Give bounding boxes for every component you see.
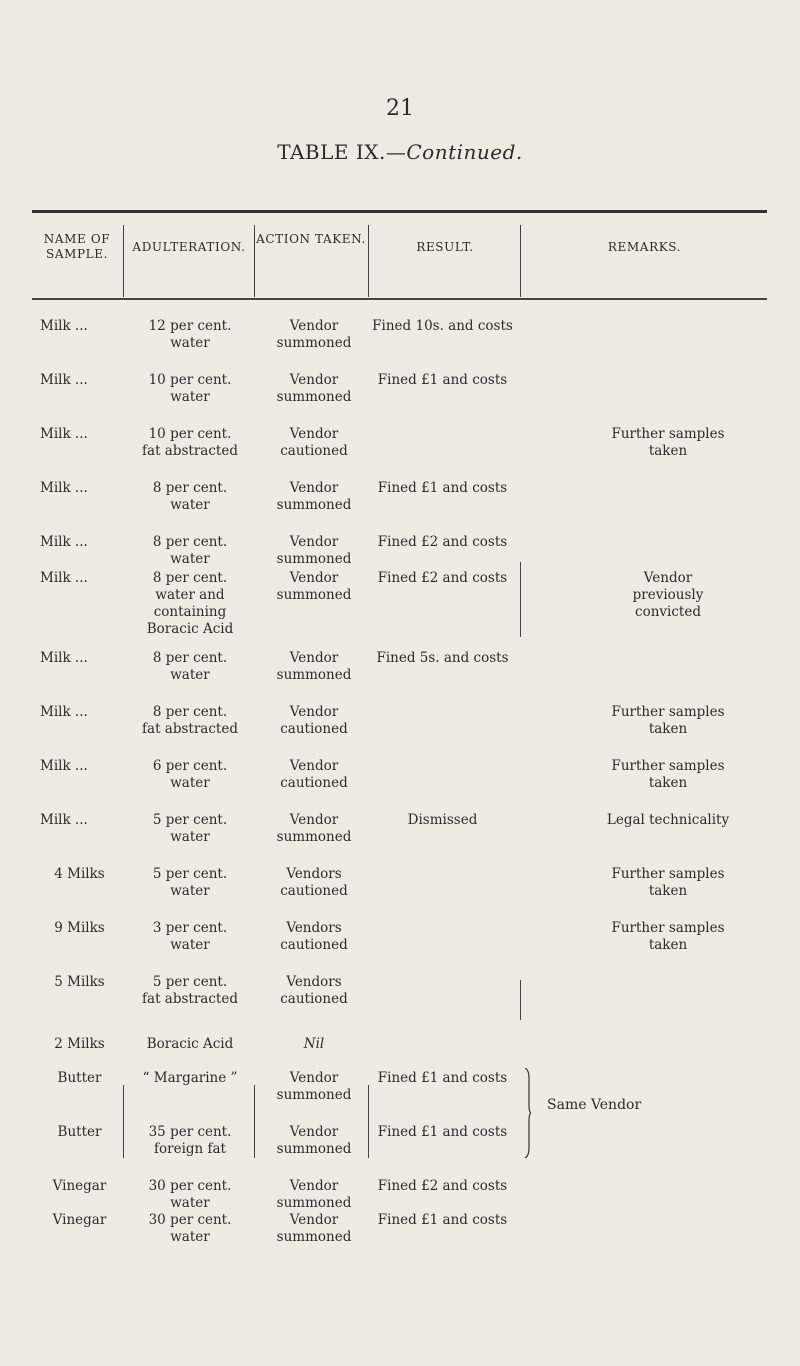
cell-adulteration	[130, 480, 250, 514]
cell-sample-name: 4 Milks	[54, 866, 105, 882]
header-remarks: REMARKS.	[607, 240, 682, 254]
cell-remarks-line: Further samples	[611, 426, 725, 442]
table-title-main: TABLE IX.—	[277, 140, 407, 164]
cell-adulteration	[130, 704, 250, 738]
cell-sample-name: Butter	[57, 1070, 102, 1086]
cell-action-taken-line: Vendor	[289, 570, 339, 586]
cell-adulteration	[130, 570, 250, 638]
cell-adulteration-line: 30 per cent.	[148, 1178, 232, 1194]
cell-adulteration	[130, 534, 250, 568]
cell-action-taken-line: Vendors	[286, 974, 342, 990]
cell-adulteration-line: “ Margarine ”	[142, 1070, 238, 1086]
cell-result-line: Fined £1 and costs	[377, 372, 508, 388]
cell-action-taken-line: Vendor	[289, 1070, 339, 1086]
cell-adulteration-line: fat abstracted	[142, 443, 238, 459]
cell-result-line: Fined £1 and costs	[377, 480, 508, 496]
header-result: RESULT.	[416, 240, 474, 254]
cell-result	[355, 534, 530, 551]
cell-remarks-line: taken	[648, 721, 688, 737]
cell-sample-name: Milk ...	[40, 812, 88, 828]
cell-action-taken-line: Vendor	[289, 1178, 339, 1194]
cell-adulteration	[130, 758, 250, 792]
cell-action-taken-line: summoned	[276, 1229, 352, 1245]
cell-sample-name: Milk ...	[40, 372, 88, 388]
cell-result-line: Fined £1 and costs	[377, 1212, 508, 1228]
cell-result-line: Fined £2 and costs	[377, 534, 508, 550]
cell-adulteration-line: water	[170, 937, 210, 953]
cell-adulteration-line: water	[170, 667, 210, 683]
cell-remarks	[568, 812, 768, 829]
cell-action-taken-line: Vendor	[289, 650, 339, 666]
cell-action-taken-line: Nil	[303, 1036, 325, 1052]
cell-adulteration-line: 35 per cent.	[148, 1124, 232, 1140]
cell-result-line: Fined £2 and costs	[377, 1178, 508, 1194]
cell-adulteration	[130, 812, 250, 846]
cell-remarks	[568, 570, 768, 621]
cell-adulteration-line: water	[170, 1229, 210, 1245]
cell-action-taken-line: cautioned	[280, 937, 348, 953]
cell-action-taken-line: summoned	[276, 829, 352, 845]
cell-sample-name: Butter	[57, 1124, 102, 1140]
cell-adulteration-line: foreign fat	[154, 1141, 226, 1157]
cell-sample-name: Milk ...	[40, 570, 88, 586]
column-divider	[254, 1085, 255, 1158]
cell-action-taken-line: Vendor	[289, 318, 339, 334]
cell-adulteration-line: 6 per cent.	[152, 758, 228, 774]
cell-adulteration-line: water	[170, 883, 210, 899]
cell-action-taken	[258, 1212, 370, 1246]
cell-adulteration-line: water	[170, 775, 210, 791]
cell-remarks-line: Further samples	[611, 758, 725, 774]
cell-sample-name: Vinegar	[52, 1178, 107, 1194]
header-bottom-rule	[32, 298, 767, 300]
cell-action-taken-line: Vendor	[289, 758, 339, 774]
cell-remarks-line: Further samples	[611, 920, 725, 936]
cell-adulteration	[130, 318, 250, 352]
cell-action-taken-line: Vendor	[289, 704, 339, 720]
cell-action-taken-line: cautioned	[280, 443, 348, 459]
header-action-taken: ACTION TAKEN.	[256, 232, 366, 246]
cell-action-taken	[258, 866, 370, 900]
cell-sample-name: 5 Milks	[54, 974, 105, 990]
cell-adulteration-line: 8 per cent.	[152, 650, 228, 666]
cell-sample-name: Milk ...	[40, 758, 88, 774]
column-divider	[520, 225, 521, 297]
cell-action-taken	[258, 812, 370, 846]
cell-action-taken-line: Vendors	[286, 920, 342, 936]
cell-result	[355, 1178, 530, 1195]
cell-action-taken-line: Vendor	[289, 426, 339, 442]
cell-remarks-line: taken	[648, 883, 688, 899]
cell-remarks	[568, 920, 768, 954]
group-brace	[523, 1068, 531, 1158]
cell-adulteration	[130, 1212, 250, 1246]
cell-adulteration-line: containing	[153, 604, 227, 620]
cell-adulteration-line: 30 per cent.	[148, 1212, 232, 1228]
cell-result	[355, 650, 530, 667]
group-remark-same-vendor: Same Vendor	[547, 1097, 642, 1113]
column-divider	[520, 980, 521, 1020]
cell-action-taken	[258, 704, 370, 738]
cell-remarks-line: convicted	[635, 604, 701, 620]
header-adulteration: ADULTERATION.	[132, 240, 246, 254]
cell-adulteration-line: water	[170, 829, 210, 845]
cell-adulteration	[130, 1036, 250, 1053]
cell-adulteration-line: 10 per cent.	[148, 426, 232, 442]
cell-action-taken-line: Vendors	[286, 866, 342, 882]
cell-action-taken-line: Vendor	[289, 812, 339, 828]
cell-action-taken-line: Vendor	[289, 1212, 339, 1228]
cell-action-taken-line: summoned	[276, 389, 352, 405]
cell-result-line: Fined £1 and costs	[377, 1070, 508, 1086]
cell-adulteration-line: 5 per cent.	[152, 974, 228, 990]
cell-action-taken	[258, 426, 370, 460]
cell-action-taken-line: summoned	[276, 1195, 352, 1211]
cell-adulteration	[130, 1178, 250, 1212]
cell-remarks-line: Further samples	[611, 866, 725, 882]
cell-result	[355, 812, 530, 829]
cell-sample-name: Milk ...	[40, 480, 88, 496]
cell-adulteration-line: 5 per cent.	[152, 866, 228, 882]
cell-sample-name: Milk ...	[40, 534, 88, 550]
cell-action-taken-line: summoned	[276, 587, 352, 603]
page-number: 21	[386, 96, 414, 121]
cell-adulteration-line: water	[170, 497, 210, 513]
table-top-rule	[32, 210, 767, 213]
cell-action-taken	[258, 920, 370, 954]
cell-remarks	[568, 866, 768, 900]
cell-adulteration-line: 8 per cent.	[152, 534, 228, 550]
cell-action-taken-line: cautioned	[280, 775, 348, 791]
cell-action-taken	[258, 534, 370, 568]
cell-adulteration-line: water	[170, 389, 210, 405]
cell-adulteration-line: water	[170, 335, 210, 351]
cell-remarks-line: Further samples	[611, 704, 725, 720]
cell-result-line: Fined £1 and costs	[377, 1124, 508, 1140]
cell-action-taken-line: Vendor	[289, 534, 339, 550]
cell-remarks	[568, 704, 768, 738]
cell-adulteration-line: water	[170, 1195, 210, 1211]
cell-action-taken	[258, 570, 370, 604]
cell-remarks-line: Vendor	[643, 570, 693, 586]
cell-remarks-line: taken	[648, 775, 688, 791]
cell-adulteration-line: 8 per cent.	[152, 570, 228, 586]
cell-remarks-line: taken	[648, 937, 688, 953]
cell-result	[355, 570, 530, 587]
cell-sample-name: Vinegar	[52, 1212, 107, 1228]
cell-action-taken	[258, 318, 370, 352]
cell-action-taken-line: Vendor	[289, 480, 339, 496]
table-title-continued: Continued.	[406, 140, 523, 164]
column-divider	[368, 225, 369, 297]
cell-adulteration-line: 10 per cent.	[148, 372, 232, 388]
cell-action-taken-line: summoned	[276, 667, 352, 683]
cell-adulteration	[130, 426, 250, 460]
cell-action-taken-line: summoned	[276, 497, 352, 513]
cell-result-line: Dismissed	[407, 812, 478, 828]
cell-remarks-line: previously	[632, 587, 704, 603]
cell-adulteration	[130, 650, 250, 684]
cell-result	[355, 480, 530, 497]
cell-action-taken-line: Vendor	[289, 1124, 339, 1140]
cell-adulteration-line: fat abstracted	[142, 721, 238, 737]
cell-remarks	[568, 426, 768, 460]
cell-adulteration	[130, 974, 250, 1008]
cell-action-taken-line: cautioned	[280, 883, 348, 899]
cell-action-taken-line: summoned	[276, 1141, 352, 1157]
cell-sample-name: Milk ...	[40, 650, 88, 666]
cell-action-taken	[258, 1036, 370, 1053]
cell-adulteration-line: 8 per cent.	[152, 704, 228, 720]
cell-result-line: Fined £2 and costs	[377, 570, 508, 586]
column-divider	[123, 1085, 124, 1158]
cell-sample-name: 9 Milks	[54, 920, 105, 936]
cell-sample-name: Milk ...	[40, 704, 88, 720]
cell-action-taken-line: cautioned	[280, 721, 348, 737]
cell-sample-name: Milk ...	[40, 318, 88, 334]
column-divider	[123, 225, 124, 297]
cell-action-taken	[258, 1070, 370, 1104]
cell-result	[355, 1124, 530, 1141]
cell-remarks-line: Legal technicality	[606, 812, 730, 828]
cell-action-taken	[258, 974, 370, 1008]
header-name-of-sample: NAME OF SAMPLE.	[43, 232, 111, 261]
cell-adulteration-line: water	[170, 551, 210, 567]
cell-action-taken-line: Vendor	[289, 372, 339, 388]
cell-adulteration-line: 12 per cent.	[148, 318, 232, 334]
cell-result	[355, 372, 530, 389]
cell-adulteration	[130, 1070, 250, 1087]
cell-sample-name: 2 Milks	[54, 1036, 105, 1052]
cell-adulteration-line: Boracic Acid	[146, 621, 234, 637]
cell-action-taken	[258, 1124, 370, 1158]
cell-action-taken-line: summoned	[276, 335, 352, 351]
cell-action-taken	[258, 372, 370, 406]
cell-action-taken	[258, 480, 370, 514]
table-title	[0, 140, 800, 164]
cell-adulteration	[130, 372, 250, 406]
cell-action-taken-line: summoned	[276, 551, 352, 567]
cell-result	[355, 318, 530, 335]
cell-result	[355, 1212, 530, 1229]
cell-remarks	[568, 758, 768, 792]
cell-adulteration-line: 5 per cent.	[152, 812, 228, 828]
cell-remarks-line: taken	[648, 443, 688, 459]
cell-action-taken-line: summoned	[276, 1087, 352, 1103]
cell-action-taken	[258, 650, 370, 684]
cell-adulteration-line: 3 per cent.	[152, 920, 228, 936]
cell-adulteration	[130, 1124, 250, 1158]
cell-adulteration-line: 8 per cent.	[152, 480, 228, 496]
cell-adulteration-line: Boracic Acid	[146, 1036, 234, 1052]
cell-action-taken	[258, 1178, 370, 1212]
column-divider	[254, 225, 255, 297]
cell-adulteration	[130, 920, 250, 954]
cell-result	[355, 1070, 530, 1087]
cell-result-line: Fined 5s. and costs	[376, 650, 509, 666]
cell-action-taken-line: cautioned	[280, 991, 348, 1007]
cell-adulteration	[130, 866, 250, 900]
cell-adulteration-line: fat abstracted	[142, 991, 238, 1007]
cell-action-taken	[258, 758, 370, 792]
cell-result-line: Fined 10s. and costs	[372, 318, 513, 334]
cell-adulteration-line: water and	[155, 587, 225, 603]
cell-sample-name: Milk ...	[40, 426, 88, 442]
